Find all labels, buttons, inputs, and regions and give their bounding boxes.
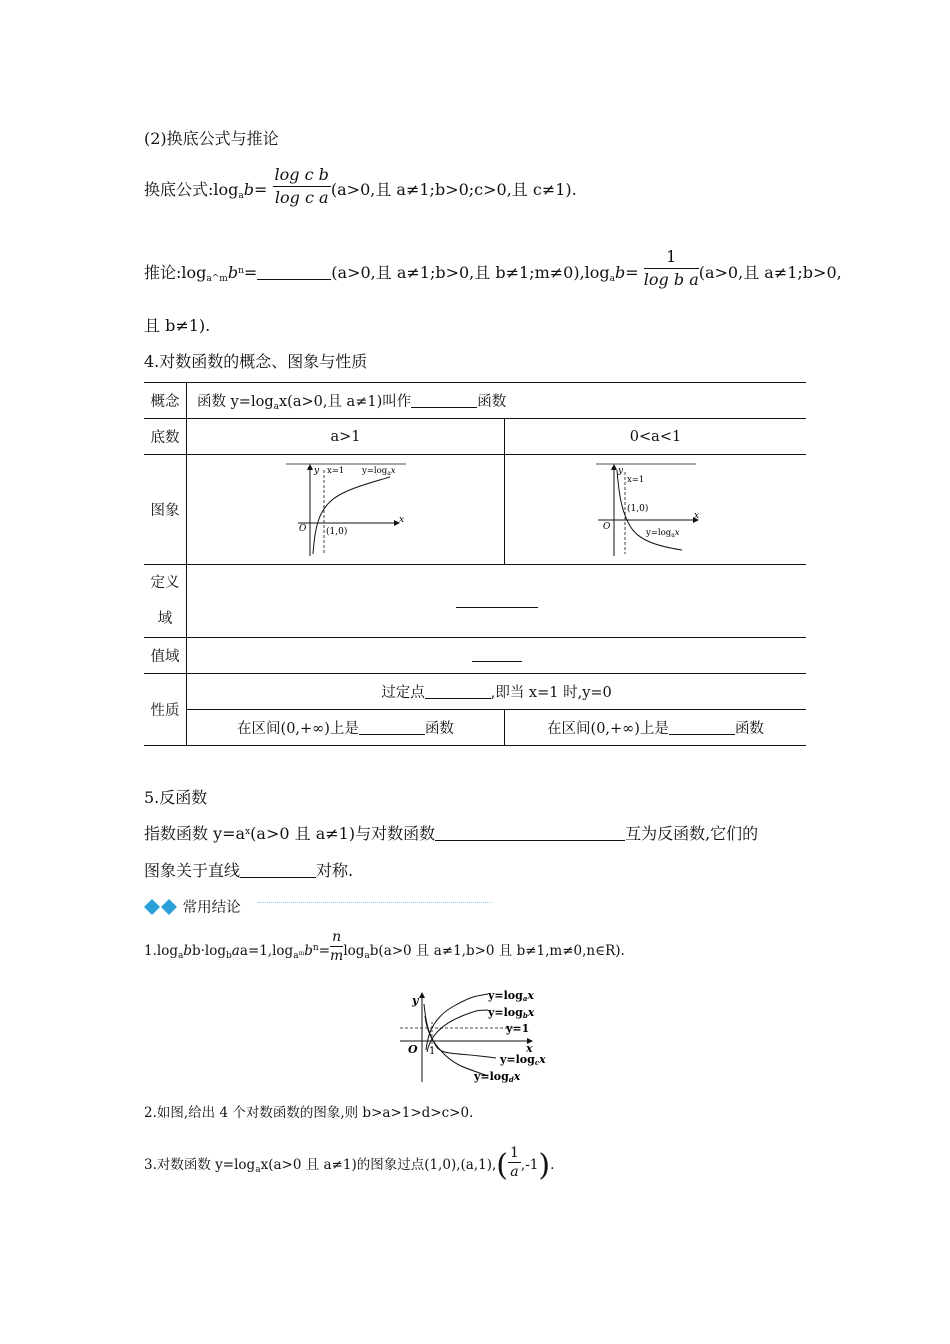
conclusion-1: $1.\log_abb\cdot\log_baa=1,\log_{a^m}b^n=$ $\frac{n}{m}$ $\log_ab(a>0$ 且 a≠1,b>0 且 b≠1,m≠0,n∈R). <box>144 929 625 964</box>
log-function-table <box>144 382 806 746</box>
log-curve <box>313 477 390 554</box>
y-label: y <box>617 465 623 476</box>
curve-label: $y=\log_ax$ <box>645 527 680 539</box>
answer-blank[interactable] <box>257 265 331 280</box>
origin-label: O <box>298 523 306 534</box>
n-over-m-fraction: $\frac{n}{m}$ <box>330 929 344 964</box>
label-log-b: y=logbx <box>488 1006 535 1020</box>
x-label: x <box>526 1042 533 1055</box>
answer-blank[interactable] <box>425 684 491 699</box>
answer-blank[interactable] <box>359 720 425 735</box>
header-divider <box>258 902 492 903</box>
label-y-eq-1: y=1 <box>506 1022 530 1035</box>
row-label: 概念 <box>144 383 187 419</box>
point-label: (1,0) <box>325 526 347 537</box>
label-log-d: y=logdx <box>474 1070 521 1084</box>
formula-fraction: $\frac{\text{log c b}}{\text{log c a}}$ <box>274 165 329 207</box>
four-log-curves-graph <box>396 986 556 1086</box>
answer-blank[interactable] <box>435 826 625 841</box>
log-graph-a-greater-1 <box>286 462 406 558</box>
monotonicity-cell-right: 在区间(0,+∞)上是 函数 <box>505 710 807 746</box>
log-graph-a-less-1 <box>596 462 716 558</box>
base-cell-right: 0<a<1 <box>505 419 807 455</box>
one-over-a-fraction: $\frac{1}{a}$ <box>509 1145 519 1180</box>
x-label: x <box>398 514 404 525</box>
row-label: 值域 <box>144 638 187 674</box>
table-row-range <box>144 638 806 674</box>
row-label: 定义 域 <box>144 565 187 638</box>
table-row-base <box>144 419 806 455</box>
graph-cell-left <box>187 455 505 565</box>
row-label: 底数 <box>144 419 187 455</box>
left-paren: ( <box>496 1148 508 1183</box>
corollary-line: 推论$:\log_{a\^{}m}b^n= (a>0$,且 a≠1;b>0,且 $b\ne 1;m\ne 0),\log_ab=$ $\frac{1}{\text{log b a}}$ (a>0,且 a≠1;b>0, <box>144 247 842 289</box>
base-cell-left: a>1 <box>187 419 505 455</box>
property-fixed-point-cell: 过定点 ,即当 x=1 时,y=0 <box>187 674 807 710</box>
concept-cell: 函数 $y=\log_ax(a>0$,且 a≠1)叫作 函数 <box>187 383 807 419</box>
section-heading-log-function: 4.对数函数的概念、图象与性质 <box>144 352 368 371</box>
right-paren: ) <box>538 1148 551 1183</box>
table-row-concept <box>144 383 806 419</box>
answer-blank[interactable] <box>240 863 316 878</box>
corollary-line-2: 且 b≠1). <box>144 316 211 335</box>
table-row-domain <box>144 565 806 638</box>
range-cell <box>187 638 807 674</box>
one-label: 1 <box>429 1046 436 1057</box>
section-heading-inverse-function: 5.反函数 <box>144 788 208 807</box>
domain-cell <box>187 565 807 638</box>
vline-label: x=1 <box>626 474 644 485</box>
section-heading-change-of-base: (2)换底公式与推论 <box>144 129 279 148</box>
y-label: y <box>412 994 419 1007</box>
change-of-base-formula: 换底公式$:\log_ab=$ $\frac{\text{log c b}}{\text{log c a}}$ (a>0,且 a≠1;b>0;c>0,且 c≠1). <box>144 165 577 207</box>
y-label: y <box>313 465 319 476</box>
curve-log-a <box>426 994 488 1050</box>
point-label: (1,0) <box>626 503 648 514</box>
label-log-c: y=logcx <box>500 1053 546 1067</box>
answer-blank[interactable] <box>472 647 522 662</box>
inverse-function-line-2: 图象关于直线 对称. <box>144 861 354 880</box>
conclusions-header: 常用结论 <box>144 896 241 917</box>
label-log-a: y=logax <box>488 989 534 1003</box>
table-row-property <box>144 674 806 710</box>
conclusion-3: 3.对数函数 $y=\log_ax(a>0$ 且 a≠1)的图象过点(1,0),(a,1),( $\frac{1}{a}$ ,-1). <box>144 1145 555 1183</box>
vline-label: x=1 <box>326 465 344 476</box>
origin-label: O <box>602 521 610 532</box>
graph-cell-right <box>505 455 807 565</box>
answer-blank[interactable] <box>456 593 538 608</box>
table-row-graph <box>144 455 806 565</box>
y-axis-arrow-icon <box>419 992 425 998</box>
diamond-bullets-icon <box>144 899 178 915</box>
curve-label: $y=\log_ax$ <box>361 465 396 477</box>
monotonicity-cell-left: 在区间(0,+∞)上是 函数 <box>187 710 505 746</box>
conclusion-2: 2.如图,给出 4 个对数函数的图象,则 b>a>1>d>c>0. <box>144 1105 474 1121</box>
corollary-fraction: $\frac{1}{\text{log b a}}$ <box>643 247 699 289</box>
answer-blank[interactable] <box>411 393 477 408</box>
row-label: 性质 <box>144 674 187 746</box>
row-label: 图象 <box>144 455 187 565</box>
answer-blank[interactable] <box>669 720 735 735</box>
inverse-function-line-1: 指数函数 $y=a^x(a>0$ 且 a≠1)与对数函数 互为反函数,它们的 <box>144 824 759 843</box>
y-axis-arrow-icon <box>611 464 617 470</box>
table-row-monotonicity <box>144 710 806 746</box>
origin-label: O <box>408 1043 418 1056</box>
y-axis-arrow-icon <box>307 464 313 470</box>
x-label: x <box>693 510 699 521</box>
